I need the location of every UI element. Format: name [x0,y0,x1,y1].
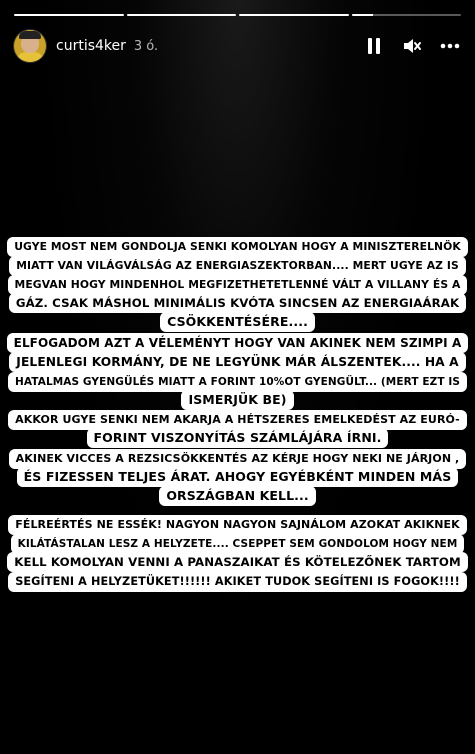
progress-segment [239,14,349,16]
pause-icon[interactable] [363,35,385,57]
story-text-line: UGYE MOST NEM GONDOLJA SENKI KOMOLYAN HOGY A MINISZTERELNÖK [7,237,468,257]
story-text-line: FÉLREÉRTÉS NE ESSÉK! NAGYON NAGYON SAJNÁLOM AZOKAT AKIKNEK [8,515,467,535]
story-text-line: MEGVAN HOGY MINDENHOL MEGFIZETHETETLENNÉ VÁLT A VILLANY ÉS A [8,275,468,295]
story-text-paragraph [0,447,475,504]
progress-segment [352,14,462,16]
mute-icon[interactable] [401,35,423,57]
story-text-line: KELL KOMOLYAN VENNI A PANASZAIKAT ÉS KÖTELEZŐNEK TARTOM [7,552,468,572]
story-text-line: HATALMAS GYENGÜLÉS MIATT A FORINT 10%OT GYENGÜLT... (MERT EZT IS [8,372,467,392]
progress-fill [127,14,237,16]
story-text-line: SEGÍTENI A HELYZETÜKET!!!!!! AKIKET TUDOK SEGÍTENI IS FOGOK!!!! [8,572,467,592]
progress-fill [352,14,374,16]
story-text-line: MIATT VAN VILÁGVÁLSÁG AZ ENERGIASZEKTORBAN.... MERT UGYE AZ IS [9,256,466,276]
story-text-line: ÉS FIZESSEN TELJES ÁRAT. AHOGY EGYÉBKÉNT MINDEN MÁS [17,467,459,487]
story-text-paragraph [0,235,475,330]
more-icon[interactable] [439,35,461,57]
story-text-line: ISMERJÜK BE) [181,390,293,410]
progress-fill [239,14,349,16]
story-controls [363,35,461,57]
story-text-line: FORINT VISZONYÍTÁS SZÁMLÁJÁRA ÍRNI. [87,428,389,448]
progress-segment [127,14,237,16]
progress-fill [14,14,124,16]
story-text-line: ORSZÁGBAN KELL... [159,486,315,506]
story-header [14,30,461,62]
timestamp: 3 ó. [133,38,159,54]
story-text-line: GÁZ. CSAK MÁSHOL MINIMÁLIS KVÓTA SINCSEN AZ ENERGIAÁRAK [9,293,466,313]
story-text-paragraph [0,513,475,589]
progress-segment [14,14,124,16]
story-text-line: CSÖKKENTÉSÉRE.... [160,312,315,332]
story-text-line: AKKOR UGYE SENKI NEM AKARJA A HÉTSZERES EMELKEDÉST AZ EURÓ- [8,410,467,430]
story-text-line: ELFOGADOM AZT A VÉLEMÉNYT HOGY VAN AKINEK NEM SZIMPI A [7,333,469,353]
story-text-line: AKINEK VICCES A REZSICSÖKKENTÉS AZ KÉRJE HOGY NEKI NE JÁRJON , [9,449,467,469]
story-progress-bar [14,14,461,16]
story-text-line: KILÁTÁSTALAN LESZ A HELYZETE.... CSEPPET SEM GONDOLOM HOGY NEM [11,534,465,554]
avatar[interactable] [14,30,46,62]
story-text-paragraph [0,332,475,446]
username[interactable]: curtis4ker [56,38,126,54]
story-text-line: JELENLEGI KORMÁNY, DE NE LEGYÜNK MÁR ÁLSZENTEK.... HA A [9,352,465,372]
